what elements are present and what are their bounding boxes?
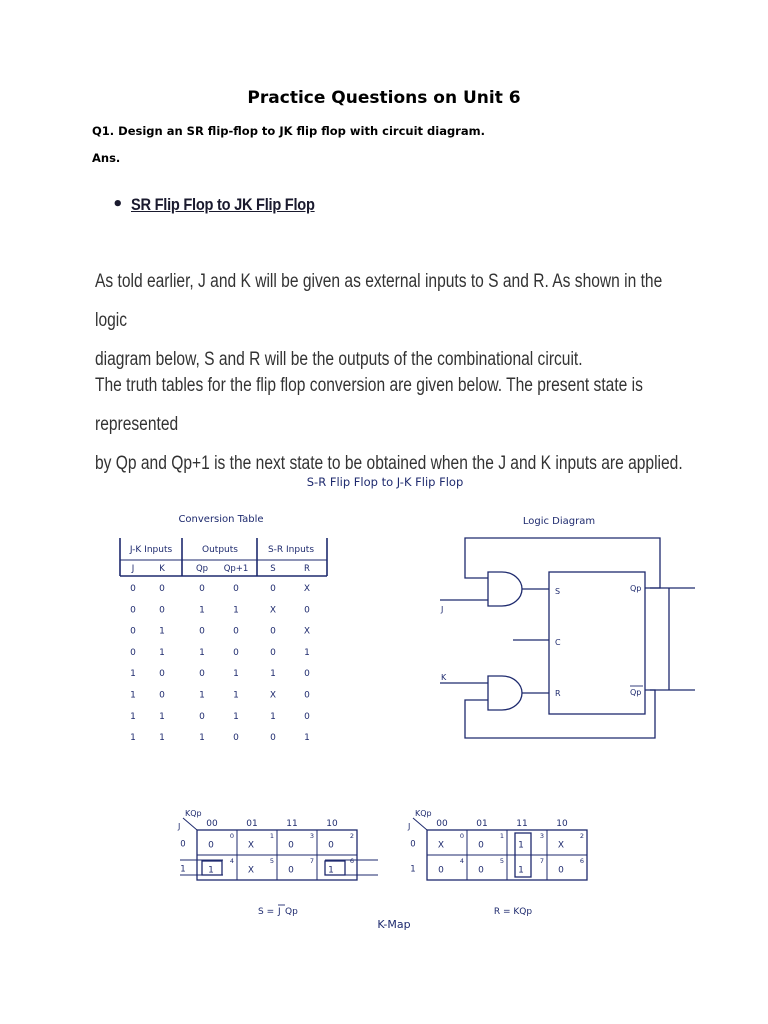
kmap-cell-value: 0 [328,840,334,851]
table-cell: 1 [130,669,136,680]
kmap-cell-index: 0 [229,832,235,840]
kmap-col-header: 11 [516,819,528,829]
table-cell: 0 [270,647,276,658]
table-cell: 0 [159,690,165,701]
table-cell: 0 [304,669,310,680]
paragraph-2-line: The truth tables for the flip flop conversion are given below. The present state is represented [95,375,643,435]
table-cell: 0 [304,711,310,722]
table-cell: 0 [233,647,239,658]
table-cell: 0 [233,626,239,637]
kmap-cell-index: 5 [269,857,275,865]
table-cell: 1 [304,733,310,744]
kmap-cell-value: 0 [208,840,214,851]
kmap-cell-index: 7 [309,857,315,865]
kmap-row-var: J [178,822,181,831]
table-cell: 1 [130,733,136,744]
ff-q-label: Qp [630,584,642,593]
table-cell: 0 [270,626,276,637]
table-column-header: Qp [195,564,209,574]
kmap-col-header: 01 [246,819,258,829]
kmap-row-header: 0 [180,839,186,850]
table-cell: 1 [159,711,165,722]
kmap-equation: S = [258,907,275,917]
kmap-cell-index: 6 [579,857,585,865]
kmap-col-header: 10 [326,819,338,829]
question-text: Q1. Design an SR flip-flop to JK flip flop with circuit diagram. [92,124,485,138]
kmap-cell-value: 1 [328,865,334,876]
kmap-cell-value: 0 [288,865,294,876]
kmap-cell-value: X [247,865,255,876]
ff-s-label: S [555,587,561,596]
table-cell: 1 [233,605,239,616]
table-cell: 1 [159,733,165,744]
table-column-header: J [131,564,135,574]
paragraph-1-line: As told earlier, J and K will be given as external inputs to S and R. As shown in the logic [95,271,663,331]
table-cell: 0 [199,711,205,722]
table-cell: 1 [159,647,165,658]
table-cell: 1 [304,647,310,658]
table-cell: 0 [304,605,310,616]
kmap-corner-label: KQp [185,809,202,818]
table-cell: 1 [159,626,165,637]
kmap-col-header: 00 [206,819,218,829]
kmap-cell-index: 2 [579,832,585,840]
kmap-col-header: 01 [476,819,488,829]
paragraph-2-line: by Qp and Qp+1 is the next state to be obtained when the J and K inputs are applied. [95,453,683,474]
kmap-cell-index: 1 [499,832,505,840]
kmap-cell-value: 1 [518,840,524,851]
kmap-caption: K-Map [377,918,411,931]
kmap-cell-value: X [557,840,565,851]
table-cell: 1 [199,690,205,701]
table-cell: 0 [159,584,165,594]
kmap-cell-value: 0 [558,865,564,876]
table-cell: 0 [199,584,205,594]
table-group-header: Outputs [202,545,238,555]
table-cell: X [269,605,277,616]
kmap-cell-value: 0 [438,865,444,876]
answer-label: Ans. [92,151,121,165]
table-cell: X [303,584,311,594]
kmap-cell-index: 3 [309,832,315,840]
kmap-cell-index: 5 [499,857,505,865]
kmap-equation: Qp [285,907,298,917]
table-cell: 0 [130,647,136,658]
kmap-cell-index: 1 [269,832,275,840]
table-cell: 1 [199,647,205,658]
table-cell: X [303,626,311,637]
table-group-header: S-R Inputs [267,545,315,555]
kmap-cell-index: 0 [459,832,465,840]
table-cell: 0 [270,584,276,594]
kmap-cell-value: 0 [478,840,484,851]
table-column-header: Qp+1 [223,564,249,574]
kmap-col-header: 10 [556,819,568,829]
paragraph-1-line: diagram below, S and R will be the outputs of the combinational circuit. [95,349,583,370]
table-column-header: S [270,564,276,574]
kmap-row-header: 0 [410,839,416,850]
table-cell: 1 [233,690,239,701]
kmap-corner-label: KQp [415,809,432,818]
kmap-cell-index: 4 [459,857,465,865]
figure-title: S-R Flip Flop to J-K Flip Flop [306,475,464,489]
conversion-table-title: Conversion Table [178,514,264,525]
table-cell: 0 [199,626,205,637]
kmap-cell-value: 1 [518,865,524,876]
table-cell: 0 [130,584,136,594]
kmap-cell-value: 0 [288,840,294,851]
kmap-row-header: 1 [410,864,416,875]
page-title: Practice Questions on Unit 6 [247,88,521,108]
table-group-header: J-K Inputs [129,545,173,555]
section-heading: SR Flip Flop to JK Flip Flop [131,195,315,214]
table-cell: 0 [233,733,239,744]
kmap-equation: J [278,907,281,917]
kmap-cell-index: 7 [539,857,545,865]
table-cell: 0 [159,669,165,680]
table-cell: 1 [130,711,136,722]
table-cell: 0 [130,605,136,616]
and-gate-bottom [488,676,522,710]
table-cell: 1 [199,605,205,616]
kmap-cell-index: 3 [539,832,545,840]
kmap-col-header: 11 [286,819,298,829]
kmap-equation: R = KQp [493,907,533,917]
table-cell: 1 [233,669,239,680]
kmap-row-header: 1 [180,864,186,875]
table-column-header: R [304,564,310,574]
table-cell: 1 [199,733,205,744]
table-cell: 0 [270,733,276,744]
table-cell: 1 [270,711,276,722]
table-cell: 1 [270,669,276,680]
kmap-col-header: 00 [436,819,448,829]
table-cell: 0 [159,605,165,616]
kmap-corner-diagonal [183,818,197,830]
logic-diagram-title: Logic Diagram [522,516,596,527]
table-cell: 0 [199,669,205,680]
table-cell: 0 [130,626,136,637]
table-cell: X [269,690,277,701]
kmap-cell-index: 4 [229,857,235,865]
bullet-icon: • [112,194,124,215]
kmap-cell-value: X [247,840,255,851]
table-column-header: K [159,564,165,574]
kmap-cell-value: 0 [478,865,484,876]
and-gate-top [488,572,522,606]
table-cell: 1 [233,711,239,722]
ff-qbar-label: Qp [630,688,642,697]
feedback-wire-top [465,538,660,588]
kmap-corner-diagonal [413,818,427,830]
ff-r-label: R [555,689,561,698]
kmap-cell-value: X [437,840,445,851]
input-j-label: J [441,605,444,614]
kmap-cell-index: 6 [349,857,355,865]
ff-c-label: C [555,638,561,647]
kmap-cell-value: 1 [208,865,214,876]
table-cell: 0 [304,690,310,701]
input-k-label: K [441,673,447,682]
kmap-cell-index: 2 [349,832,355,840]
table-cell: 0 [233,584,239,594]
table-cell: 1 [130,690,136,701]
kmap-row-var: J [408,822,411,831]
